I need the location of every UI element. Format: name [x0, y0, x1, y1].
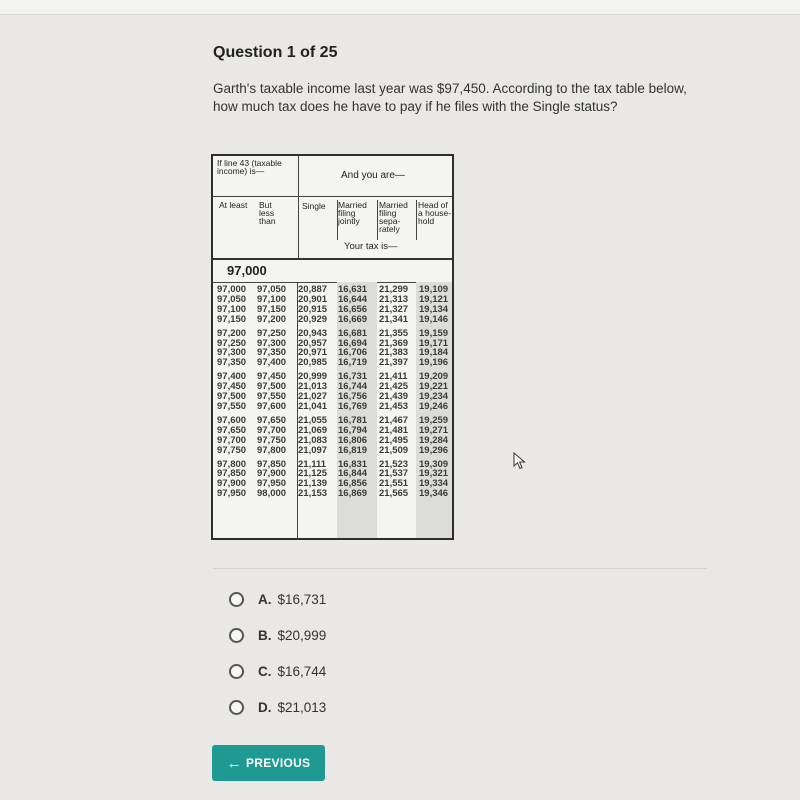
- row-group: [217, 372, 453, 412]
- table-cell: 97,250: [257, 327, 287, 339]
- top-bar: [0, 0, 800, 15]
- table-cell: 19,321: [419, 468, 449, 480]
- table-row: [217, 392, 453, 402]
- table-cell: 19,234: [419, 391, 449, 403]
- table-cell: 97,650: [257, 414, 287, 426]
- table-cell: 20,999: [298, 371, 328, 383]
- option-c[interactable]: [229, 659, 326, 683]
- table-cell: 20,887: [298, 284, 328, 295]
- table-cell: 19,271: [419, 424, 449, 436]
- table-cell: 21,467: [379, 414, 409, 426]
- table-cell: 21,481: [379, 424, 409, 436]
- table-cell: 20,957: [298, 337, 328, 349]
- table-cell: 16,844: [338, 468, 368, 480]
- table-cell: 98,000: [257, 488, 287, 500]
- table-cell: 21,055: [298, 414, 328, 426]
- table-cell: 16,794: [338, 424, 368, 436]
- table-cell: 21,153: [298, 488, 328, 500]
- table-cell: 21,439: [379, 391, 409, 403]
- table-cell: 21,495: [379, 434, 409, 446]
- table-row: [217, 315, 453, 325]
- table-cell: 21,411: [379, 371, 408, 383]
- table-row: [217, 358, 453, 368]
- col-single: Single: [302, 201, 326, 211]
- table-cell: 20,943: [298, 327, 328, 339]
- option-text: $20,999: [277, 627, 327, 643]
- table-cell: 16,744: [338, 381, 368, 393]
- year-band-label: 97,000: [227, 263, 267, 278]
- table-cell: 21,551: [379, 478, 409, 490]
- table-cell: 21,097: [298, 444, 328, 456]
- table-row: [217, 460, 453, 470]
- tax-table: [211, 154, 454, 540]
- table-cell: 21,341: [379, 313, 409, 325]
- table-cell: 19,146: [419, 313, 449, 325]
- table-cell: 21,299: [379, 284, 409, 295]
- table-cell: 97,800: [217, 458, 247, 470]
- table-cell: 21,139: [298, 478, 328, 490]
- table-cell: 16,769: [338, 400, 368, 412]
- table-cell: 97,700: [257, 424, 287, 436]
- table-cell: 16,831: [338, 458, 368, 470]
- table-cell: 97,800: [257, 444, 287, 456]
- table-cell: 16,631: [338, 284, 368, 295]
- table-cell: 16,819: [338, 444, 368, 456]
- table-body: [217, 285, 453, 503]
- table-cell: 19,184: [419, 347, 449, 359]
- table-cell: 97,200: [257, 313, 287, 325]
- option-letter: D.: [258, 699, 272, 715]
- table-cell: 19,246: [419, 400, 449, 412]
- radio-button[interactable]: [229, 592, 244, 607]
- table-cell: 97,100: [257, 293, 287, 305]
- table-cell: 19,196: [419, 357, 449, 369]
- table-cell: 97,150: [217, 313, 247, 325]
- table-row: [217, 285, 453, 295]
- table-row: [217, 436, 453, 446]
- table-cell: 16,731: [338, 371, 368, 383]
- header-bottom-rule: [213, 258, 452, 260]
- table-row: [217, 305, 453, 315]
- table-cell: 97,850: [257, 458, 287, 470]
- col-married-separately: Married filing sepa-rately: [379, 200, 408, 234]
- table-cell: 97,250: [217, 337, 247, 349]
- table-cell: 21,125: [298, 468, 328, 480]
- table-cell: 19,221: [419, 381, 449, 393]
- table-cell: 97,050: [217, 293, 247, 305]
- table-cell: 97,950: [217, 488, 247, 500]
- table-cell: 97,150: [257, 303, 287, 315]
- header-and-you-are: And you are—: [341, 170, 405, 181]
- table-cell: 97,450: [217, 381, 247, 393]
- table-cell: 19,346: [419, 488, 449, 500]
- table-cell: 21,355: [379, 327, 409, 339]
- table-cell: 16,869: [338, 488, 368, 500]
- option-b[interactable]: [229, 623, 326, 647]
- col-divider: [416, 200, 417, 240]
- table-cell: 21,509: [379, 444, 409, 456]
- radio-button[interactable]: [229, 700, 244, 715]
- table-cell: 16,781: [338, 414, 368, 426]
- table-cell: 21,453: [379, 400, 409, 412]
- table-cell: 20,985: [298, 357, 328, 369]
- row-group: [217, 460, 453, 500]
- option-d[interactable]: [229, 695, 326, 719]
- col-at-least: At least: [219, 200, 248, 210]
- table-cell: 20,971: [298, 347, 328, 359]
- option-text: $21,013: [277, 699, 327, 715]
- table-row: [217, 489, 453, 499]
- divider: [213, 568, 707, 569]
- table-cell: 21,383: [379, 347, 409, 359]
- table-row: [217, 416, 453, 426]
- table-cell: 97,550: [217, 400, 247, 412]
- col-but-less-than: But less than: [259, 200, 276, 226]
- question-title: Question 1 of 25: [213, 44, 338, 61]
- table-row: [217, 348, 453, 358]
- table-row: [217, 339, 453, 349]
- table-cell: 19,134: [419, 303, 449, 315]
- table-cell: 21,013: [298, 381, 328, 393]
- table-cell: 16,644: [338, 293, 368, 305]
- table-cell: 97,600: [257, 400, 287, 412]
- col-married-jointly: Married filing jointly: [338, 200, 367, 226]
- table-cell: 20,929: [298, 313, 328, 325]
- table-cell: 20,901: [298, 293, 328, 305]
- table-cell: 21,027: [298, 391, 328, 403]
- table-row: [217, 372, 453, 382]
- option-letter: B.: [258, 627, 272, 643]
- radio-button[interactable]: [229, 664, 244, 679]
- table-cell: 19,159: [419, 327, 449, 339]
- table-cell: 97,050: [257, 284, 287, 295]
- table-cell: 20,915: [298, 303, 328, 315]
- table-cell: 21,083: [298, 434, 328, 446]
- table-cell: 97,300: [217, 347, 247, 359]
- table-cell: 97,350: [217, 357, 247, 369]
- table-cell: 16,694: [338, 337, 368, 349]
- table-cell: 97,350: [257, 347, 287, 359]
- row-group: [217, 285, 453, 325]
- table-cell: 16,656: [338, 303, 368, 315]
- table-cell: 19,121: [419, 293, 449, 305]
- table-cell: 97,300: [257, 337, 287, 349]
- header-taxable-income: If line 43 (taxable income) is—: [217, 158, 282, 176]
- table-cell: 21,397: [379, 357, 409, 369]
- table-cell: 97,500: [257, 381, 287, 393]
- table-cell: 97,550: [257, 391, 287, 403]
- table-cell: 97,900: [217, 478, 247, 490]
- table-cell: 97,100: [217, 303, 247, 315]
- table-cell: 21,313: [379, 293, 409, 305]
- col-divider: [377, 200, 378, 240]
- table-cell: 97,950: [257, 478, 287, 490]
- table-row: [217, 382, 453, 392]
- table-cell: 97,450: [257, 371, 287, 383]
- table-row: [217, 295, 453, 305]
- previous-button[interactable]: [212, 745, 325, 781]
- table-cell: 19,259: [419, 414, 449, 426]
- option-text: $16,744: [277, 663, 327, 679]
- table-row: [217, 479, 453, 489]
- table-row: [217, 469, 453, 479]
- col-head-of-household: Head of a house-hold: [418, 200, 452, 226]
- table-cell: 19,309: [419, 458, 449, 470]
- option-text: $16,731: [277, 591, 327, 607]
- table-cell: 21,523: [379, 458, 409, 470]
- table-row: [217, 446, 453, 456]
- row-group: [217, 329, 453, 369]
- table-cell: 97,400: [217, 371, 247, 383]
- table-cell: 97,650: [217, 424, 247, 436]
- table-cell: 19,284: [419, 434, 449, 446]
- table-cell: 97,200: [217, 327, 247, 339]
- table-cell: 16,719: [338, 357, 368, 369]
- table-cell: 97,750: [217, 444, 247, 456]
- your-tax-is-label: Your tax is—: [344, 241, 398, 252]
- table-cell: 19,109: [419, 284, 449, 295]
- table-cell: 16,706: [338, 347, 368, 359]
- table-cell: 21,537: [379, 468, 409, 480]
- table-cell: 97,500: [217, 391, 247, 403]
- previous-label: PREVIOUS: [245, 756, 311, 770]
- table-cell: 21,069: [298, 424, 328, 436]
- table-cell: 97,850: [217, 468, 247, 480]
- table-cell: 16,856: [338, 478, 368, 490]
- table-row: [217, 402, 453, 412]
- table-cell: 19,334: [419, 478, 449, 490]
- table-cell: 97,400: [257, 357, 287, 369]
- table-cell: 21,565: [379, 488, 409, 500]
- mouse-cursor-icon: [513, 452, 527, 470]
- table-cell: 16,669: [338, 313, 368, 325]
- row-group: [217, 416, 453, 456]
- table-cell: 19,209: [419, 371, 449, 383]
- table-cell: 97,900: [257, 468, 287, 480]
- table-cell: 21,111: [298, 458, 327, 470]
- table-cell: 97,000: [217, 284, 247, 295]
- table-cell: 16,756: [338, 391, 368, 403]
- table-row: [217, 329, 453, 339]
- table-cell: 97,600: [217, 414, 247, 426]
- header-divider: [298, 156, 299, 260]
- table-cell: 19,296: [419, 444, 449, 456]
- table-cell: 16,681: [338, 327, 368, 339]
- table-cell: 16,806: [338, 434, 368, 446]
- table-cell: 21,327: [379, 303, 409, 315]
- question-text: Garth's taxable income last year was $97,450. According to the tax table below, how much tax does he have to pay if he files with the Single status?: [213, 81, 687, 114]
- table-cell: 21,041: [298, 400, 328, 412]
- table-cell: 21,425: [379, 381, 409, 393]
- arrow-left-icon: ←: [226, 754, 242, 772]
- option-letter: A.: [258, 591, 272, 607]
- table-cell: 21,369: [379, 337, 409, 349]
- table-row: [217, 426, 453, 436]
- radio-button[interactable]: [229, 628, 244, 643]
- option-letter: C.: [258, 663, 272, 679]
- table-cell: 19,171: [419, 337, 449, 349]
- table-cell: 97,750: [257, 434, 287, 446]
- table-cell: 97,700: [217, 434, 247, 446]
- option-a[interactable]: [229, 587, 326, 611]
